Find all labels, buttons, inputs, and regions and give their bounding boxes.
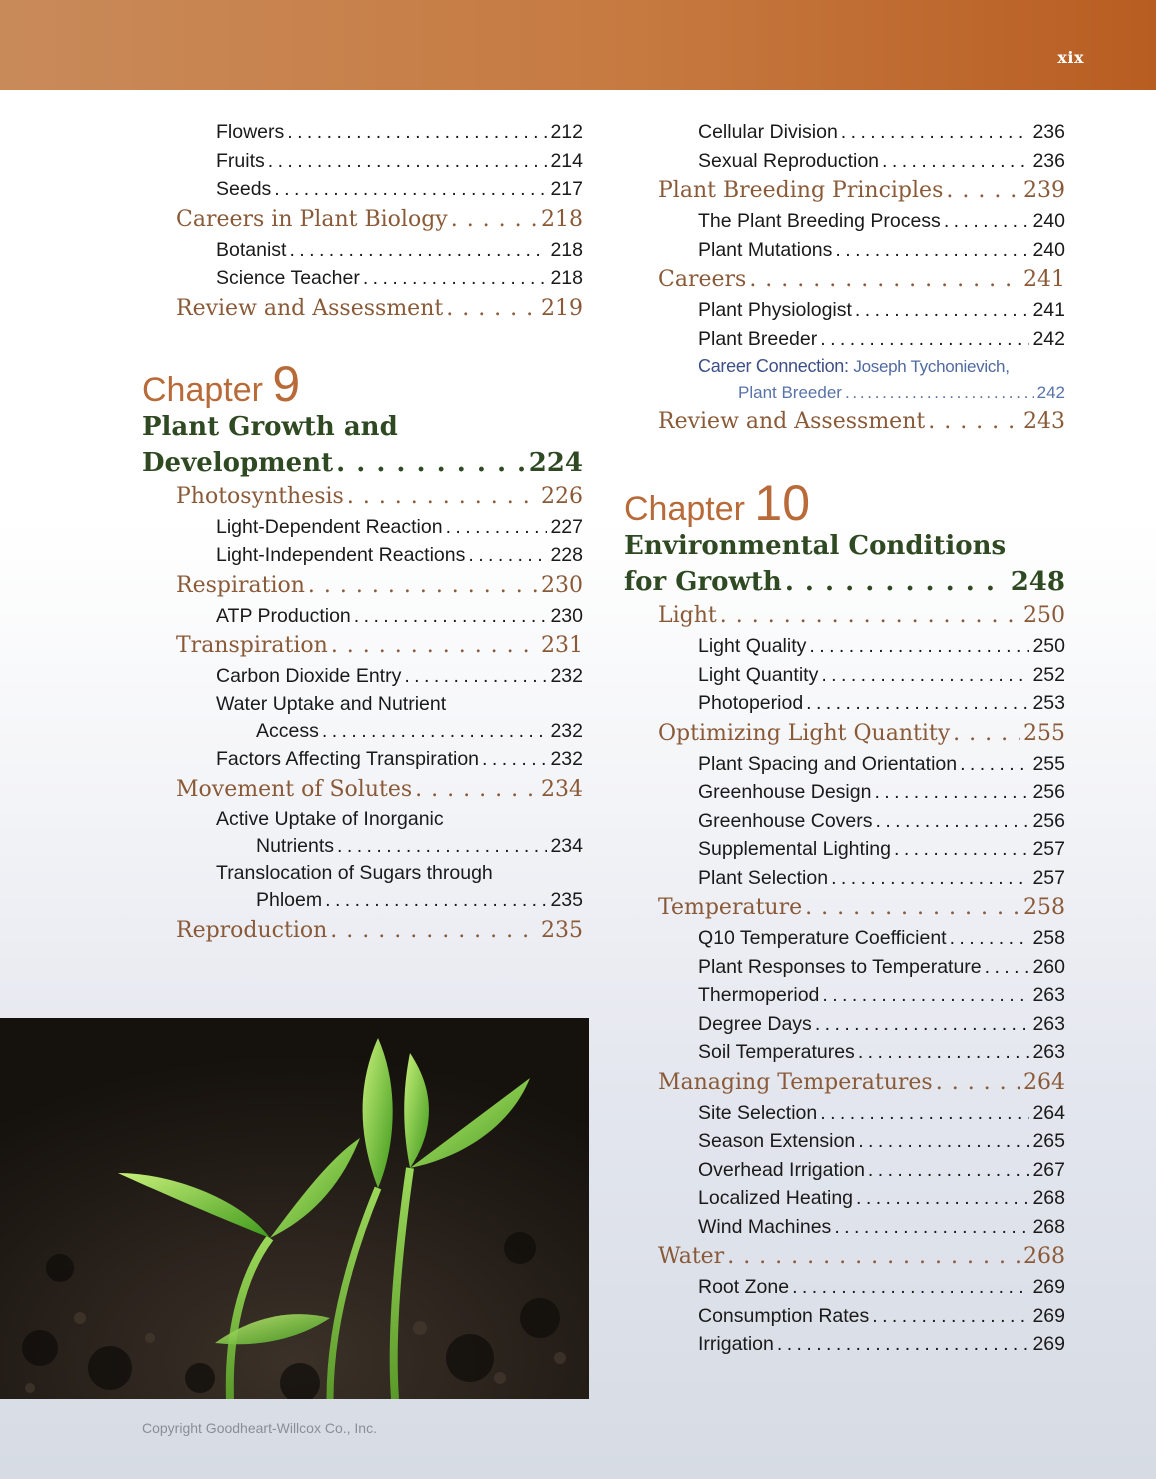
toc-entry[interactable]: Plant Selection . . . 257 bbox=[698, 864, 1065, 893]
toc-entry[interactable]: Localized Heating . . . 268 bbox=[698, 1184, 1065, 1213]
toc-entry-wrapped-line2[interactable]: Phloem . . . 235 bbox=[256, 886, 583, 915]
toc-section-temperature[interactable]: Temperature . . . 258 bbox=[658, 892, 1065, 924]
toc-section-light[interactable]: Light . . . 250 bbox=[658, 600, 1065, 632]
toc-entry[interactable]: Light Quality . . . 250 bbox=[698, 632, 1065, 661]
toc-entry[interactable]: Plant Mutations . . . 240 bbox=[698, 236, 1065, 265]
toc-entry[interactable]: Light-Independent Reactions . . . 228 bbox=[216, 541, 583, 570]
toc-entry[interactable]: Irrigation . . . 269 bbox=[698, 1330, 1065, 1359]
toc-entry[interactable]: Photoperiod . . . 253 bbox=[698, 689, 1065, 718]
toc-right-column bbox=[624, 118, 1065, 1359]
toc-section-review[interactable]: Review and Assessment . . . 219 bbox=[176, 293, 583, 325]
toc-entry[interactable]: Greenhouse Design . . . 256 bbox=[698, 778, 1065, 807]
page-number: xix bbox=[1057, 48, 1084, 67]
career-connection-line2[interactable]: Plant Breeder . . . 242 bbox=[738, 380, 1065, 406]
toc-section-plant-breeding[interactable]: Plant Breeding Principles . . . 239 bbox=[658, 175, 1065, 207]
toc-section-water[interactable]: Water . . . 268 bbox=[658, 1241, 1065, 1273]
toc-entry-wrapped-line2[interactable]: Nutrients . . . 234 bbox=[256, 832, 583, 861]
toc-section-optimizing-light[interactable]: Optimizing Light Quantity . . . 255 bbox=[658, 718, 1065, 750]
toc-entry[interactable]: Factors Affecting Transpiration . . . 232 bbox=[216, 745, 583, 774]
toc-entry[interactable]: Carbon Dioxide Entry . . . 232 bbox=[216, 662, 583, 691]
toc-entry[interactable]: Thermoperiod . . . 263 bbox=[698, 981, 1065, 1010]
toc-entry[interactable]: Seeds . . . 217 bbox=[216, 175, 583, 204]
toc-section-transpiration[interactable]: Transpiration . . . 231 bbox=[176, 630, 583, 662]
toc-section-photosynthesis[interactable]: Photosynthesis . . . 226 bbox=[176, 481, 583, 513]
toc-entry[interactable]: Plant Responses to Temperature . . . 260 bbox=[698, 953, 1065, 982]
toc-entry-wrapped-line1[interactable]: Translocation of Sugars through bbox=[216, 862, 493, 884]
toc-entry[interactable]: Light-Dependent Reaction . . . 227 bbox=[216, 513, 583, 542]
toc-entry[interactable]: Plant Breeder . . . 242 bbox=[698, 325, 1065, 354]
seedling-illustration bbox=[0, 1018, 589, 1399]
toc-entry[interactable]: Plant Spacing and Orientation . . . 255 bbox=[698, 750, 1065, 779]
chapter-10-title-line2[interactable]: for Growth . . . 248 bbox=[624, 564, 1065, 600]
toc-entry-wrapped-line1[interactable]: Water Uptake and Nutrient bbox=[216, 692, 447, 715]
toc-left-column bbox=[142, 118, 583, 947]
chapter-9-heading: Chapter 9 bbox=[142, 355, 301, 412]
toc-entry[interactable]: Season Extension . . . 265 bbox=[698, 1127, 1065, 1156]
toc-entry-wrapped-line2[interactable]: Access . . . 232 bbox=[256, 717, 583, 746]
toc-entry[interactable]: Flowers . . . 212 bbox=[216, 118, 583, 147]
toc-section-movement-of-solutes[interactable]: Movement of Solutes . . . 234 bbox=[176, 774, 583, 806]
toc-entry[interactable]: Overhead Irrigation . . . 267 bbox=[698, 1156, 1065, 1185]
toc-section-careers[interactable]: Careers . . . 241 bbox=[658, 264, 1065, 296]
toc-entry-wrapped-line1[interactable]: Active Uptake of Inorganic bbox=[216, 807, 444, 830]
seedling-photo bbox=[0, 1018, 589, 1399]
toc-entry[interactable]: Soil Temperatures . . . 263 bbox=[698, 1038, 1065, 1067]
header-banner bbox=[0, 0, 1156, 90]
toc-section-reproduction[interactable]: Reproduction . . . 235 bbox=[176, 915, 583, 947]
toc-entry[interactable]: Site Selection . . . 264 bbox=[698, 1099, 1065, 1128]
toc-section-managing-temperatures[interactable]: Managing Temperatures . . . 264 bbox=[658, 1067, 1065, 1099]
chapter-9-title-line2[interactable]: Development . . . 224 bbox=[142, 445, 583, 481]
copyright-footer: Copyright Goodheart-Willcox Co., Inc. bbox=[142, 1420, 377, 1436]
toc-entry[interactable]: Supplemental Lighting . . . 257 bbox=[698, 835, 1065, 864]
toc-entry[interactable]: Cellular Division . . . 236 bbox=[698, 118, 1065, 147]
toc-entry[interactable]: Fruits . . . 214 bbox=[216, 147, 583, 176]
toc-entry[interactable]: Plant Physiologist . . . 241 bbox=[698, 296, 1065, 325]
chapter-10-title-line1: Environmental Conditions bbox=[624, 531, 1007, 561]
toc-entry[interactable]: Root Zone . . . 269 bbox=[698, 1273, 1065, 1302]
toc-section-careers-plant-biology[interactable]: Careers in Plant Biology . . . 218 bbox=[176, 204, 583, 236]
toc-entry[interactable]: Consumption Rates . . . 269 bbox=[698, 1302, 1065, 1331]
toc-entry[interactable]: Light Quantity . . . 252 bbox=[698, 661, 1065, 690]
toc-entry[interactable]: Botanist . . . 218 bbox=[216, 236, 583, 265]
toc-entry[interactable]: Greenhouse Covers . . . 256 bbox=[698, 807, 1065, 836]
toc-entry[interactable]: Wind Machines . . . 268 bbox=[698, 1213, 1065, 1242]
toc-entry[interactable]: Degree Days . . . 263 bbox=[698, 1010, 1065, 1039]
chapter-9-title-line1: Plant Growth and bbox=[142, 411, 398, 442]
toc-entry[interactable]: Sexual Reproduction . . . 236 bbox=[698, 147, 1065, 176]
career-connection-line1[interactable]: Career Connection: Joseph Tychonievich, bbox=[698, 356, 1010, 376]
toc-entry[interactable]: The Plant Breeding Process . . . 240 bbox=[698, 207, 1065, 236]
chapter-10-heading: Chapter 10 bbox=[624, 475, 811, 531]
toc-entry[interactable]: Q10 Temperature Coefficient . . . 258 bbox=[698, 924, 1065, 953]
toc-entry[interactable]: ATP Production . . . 230 bbox=[216, 602, 583, 631]
toc-section-respiration[interactable]: Respiration . . . 230 bbox=[176, 570, 583, 602]
toc-section-review[interactable]: Review and Assessment . . . 243 bbox=[658, 406, 1065, 438]
toc-entry[interactable]: Science Teacher . . . 218 bbox=[216, 264, 583, 293]
